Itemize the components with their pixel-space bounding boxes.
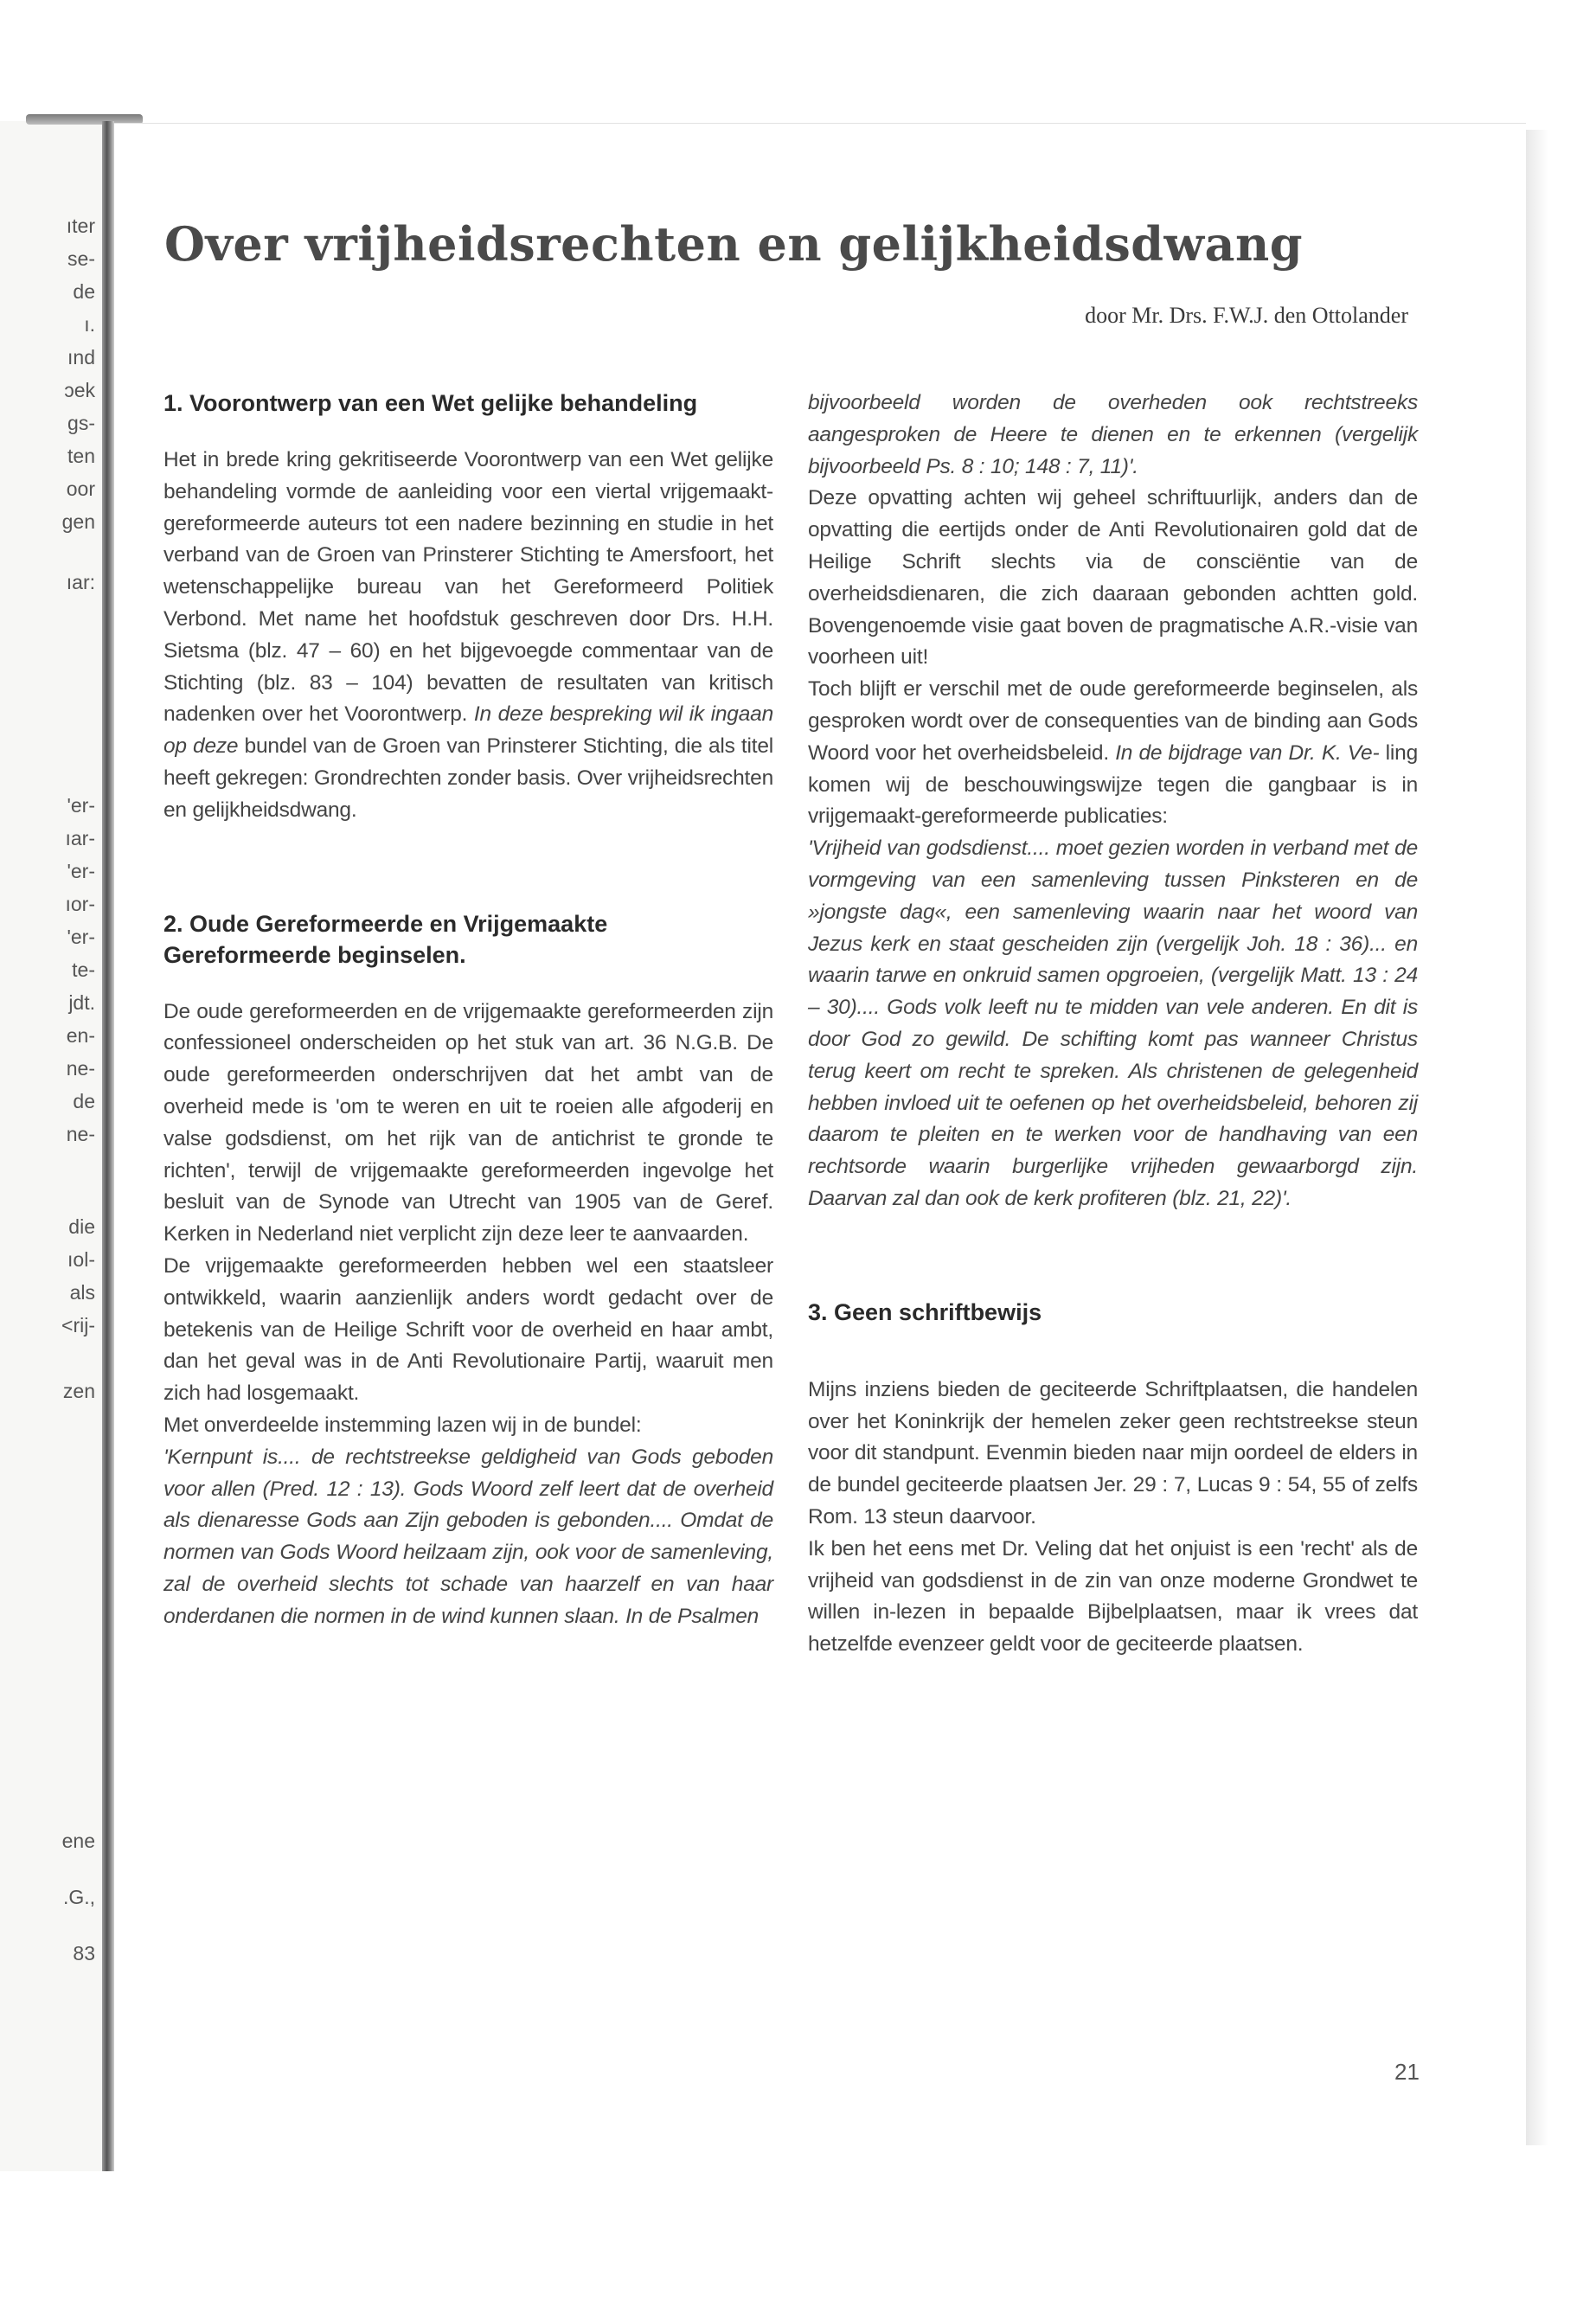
prev-page-fragment: als: [69, 1281, 95, 1304]
section-1-text-end: bundel van de Groen van Prinsterer Stichting, die als titel heeft gekregen: Grondrechten zonder basis. Over vrijheidsrechten en gelijkheidsdwang.: [163, 734, 773, 822]
prev-page-fragment: jdt.: [68, 991, 95, 1014]
prev-page-fragment: ıol-: [67, 1248, 95, 1271]
section-3-heading: 3. Geen schriftbewijs: [808, 1298, 1042, 1325]
section-2-paragraph-3: Met onverdeelde instemming lazen wij in de bundel:: [163, 1413, 642, 1437]
section-3-paragraph-1: Mijns inziens bieden de geciteerde Schriftplaatsen, die handelen over het Koninkrijk der hemelen zeker geen rechtstreekse steun voor dit standpunt. Evenmin bieden naar mijn oordeel de elders in de bundel geciteerde plaatsen Jer. 29 : 7, Lucas 9 : 54, 55 of zelfs Rom. 13 steun daarvoor.: [808, 1377, 1418, 1529]
right-paragraph-1: Deze opvatting achten wij geheel schriftuurlijk, anders dan de opvatting die eertijds onder de Anti Revolutionairen gold dat de Heilige Schrift slechts via de consciëntie van de overheidsdienaren, die zich daaraan gebonden achtten gold. Bovengenoemde visie gaat boven de pragmatische A.R.-visie van voorheen uit!: [808, 486, 1418, 670]
article-byline: door Mr. Drs. F.W.J. den Ottolander: [1085, 303, 1408, 328]
right-column: [808, 388, 1418, 1661]
prev-page-fragment: ene: [61, 1830, 95, 1852]
section-2-heading: 2. Oude Gereformeerde en Vrijgemaakte Gereformeerde beginselen.: [163, 910, 608, 968]
section-1-italic-text: In deze bespreking wil ik ingaan op deze: [163, 702, 774, 759]
prev-page-fragment: ne-: [66, 1123, 95, 1145]
prev-page-fragment: 83: [73, 1942, 95, 1965]
right-paragraph-2: [808, 674, 1418, 833]
section-1-text: Het in brede kring gekritiseerde Voorontwerp van een Wet gelijke behandeling vormde de aanleiding voor een viertal vrijgemaakt-gereformeerde auteurs tot een nadere bezinning en studie in het verband van de Groen van Prinsterer Stichting te Amersfoort, het wetenschappelijke bureau van het Gereformeerd Politiek Verbond. Met name het hoofdstuk geschreven door Drs. H.H. Sietsma (blz. 47 – 60) en het bijgevoegde commentaar van de Stichting (blz. 83 – 104) bevatten de resultaten van kritisch nadenken over het Voorontwerp.: [163, 448, 773, 727]
prev-page-fragment: oor: [66, 478, 95, 500]
prev-page-fragment: .G.,: [62, 1886, 95, 1908]
section-2-quote: 'Kernpunt is.... de rechtstreekse geldigheid van Gods geboden voor allen (Pred. 12 : 13). Gods Woord zelf leert dat de overheid als dienaresse Gods aan Zijn geboden is gebonden.... Omdat de normen van Gods Woord heilzaam zijn, ook voor de samenleving, zal de overheid slechts tot schade van haarzelf en van haar onderdanen die normen in de wind kunnen slaan. In de Psalmen: [163, 1445, 773, 1628]
right-paragraph-2-end: ling komen wij de beschouwingswijze tegen die gangbaar is in vrijgemaakt-gereformeerde publicaties:: [808, 740, 1419, 829]
book-spine: [102, 121, 114, 2171]
section-1-heading: 1. Voorontwerp van een Wet gelijke behandeling: [163, 390, 698, 416]
right-paragraph-2-italic: In de bijdrage van Dr. K. Ve-: [1115, 740, 1380, 765]
prev-page-fragment: te-: [72, 958, 95, 981]
quote-continuation: bijvoorbeeld worden de overheden ook rechtstreeks aangesproken de Heere te dienen en te erkennen (vergelijk bijvoorbeeld Ps. 8 : 10; 148 : 7, 11)'.: [808, 391, 1418, 478]
prev-page-fragment: ıar:: [66, 571, 95, 593]
prev-page-fragment: ten: [67, 445, 95, 467]
page-edge-right: [1526, 130, 1548, 2145]
prev-page-fragment: gen: [61, 510, 95, 533]
page-number: 21: [1394, 2059, 1420, 2085]
section-2-paragraph-1: De oude gereformeerden en de vrijgemaakte gereformeerden zijn confessioneel onderscheiden op het stuk van art. 36 N.G.B. De oude gereformeerden onderschrijven dat het ambt van de overheid mede is 'om te weren en uit te roeien alle afgoderij en valse godsdienst, om het rijk van de antichrist te gronde te richten', terwijl de vrijgemaakte gereformeerden ingevolge het besluit van de Synode van Utrecht van 1905 van de Geref. Kerken in Nederland niet verplicht zijn deze leer te aanvaarden.: [163, 999, 773, 1247]
section-2-paragraph-2: De vrijgemaakte gereformeerden hebben wel een staatsleer ontwikkeld, waarin aanzienlijk anders wordt gedacht over de betekenis van de Heilige Schrift voor de overheid en haar ambt, dan het geval was in de Anti Revolutionaire Partij, waaruit men zich had losgemaakt.: [163, 1253, 773, 1406]
previous-page-edge: [0, 121, 114, 2171]
veling-quote: 'Vrijheid van godsdienst.... moet gezien worden in verband met de vormgeving van een samenleving tussen Pinksteren en de »jongste dag«, een samenleving waarin naar het woord van Jezus kerk en staat gescheiden zijn (vergelijk Joh. 18 : 36)... en waarin tarwe en onkruid samen opgroeien, (vergelijk Matt. 13 : 24 – 30).... Gods volk leeft nu te midden van vele anderen. En dit is door God zo gewild. De schifting komt pas wanneer Christus terug keert om recht te spreken. Als christenen de gelegenheid hebben invloed uit te oefenen op het overheidsbeleid, behoren zij daarom te pleiten en te werken voor de handhaving van een rechtsorde waarin burgerlijke vrijheden gewaarborgd zijn. Daarvan zal dan ook de kerk profiteren (blz. 21, 22)'.: [808, 836, 1418, 1210]
prev-page-fragment: <rij-: [61, 1314, 95, 1336]
article-title: Over vrijheidsrechten en gelijkheidsdwang: [164, 216, 1304, 272]
prev-page-fragment: ıor-: [65, 893, 95, 915]
section-3-paragraph-2: Ik ben het eens met Dr. Veling dat het onjuist is een 'recht' als de vrijheid van godsdienst in de zin van onze moderne Grondwet te willen in-lezen in bepaalde Bijbelplaatsen, maar ik vrees dat hetzelfde evenzeer geldt voor de geciteerde plaatsen.: [808, 1536, 1418, 1657]
left-column: [163, 388, 773, 1633]
prev-page-fragment: ne-: [66, 1057, 95, 1080]
prev-page-fragment: ınd: [67, 346, 95, 369]
prev-page-fragment: ıar-: [65, 827, 95, 849]
prev-page-fragment: ɔek: [64, 379, 95, 401]
prev-page-fragment: die: [68, 1215, 95, 1238]
prev-page-fragment: ı.: [84, 313, 95, 336]
prev-page-fragment: en-: [66, 1024, 95, 1047]
prev-page-fragment: de: [73, 280, 95, 303]
prev-page-fragment: gs-: [67, 412, 95, 434]
prev-page-fragment: ıter: [66, 215, 95, 237]
prev-page-fragment: de: [73, 1090, 95, 1112]
prev-page-fragment: zen: [62, 1380, 95, 1402]
prev-page-fragment: se-: [67, 247, 95, 270]
prev-page-fragment: 'er-: [67, 860, 95, 882]
prev-page-fragment: 'er-: [67, 794, 95, 817]
section-1-paragraph: [163, 445, 773, 827]
prev-page-fragment: 'er-: [67, 926, 95, 948]
right-paragraph-2-text: Toch blijft er verschil met de oude gereformeerde beginselen, als gesproken wordt over de consequenties van de binding aan Gods Woord voor het overheidsbeleid.: [808, 677, 1418, 765]
